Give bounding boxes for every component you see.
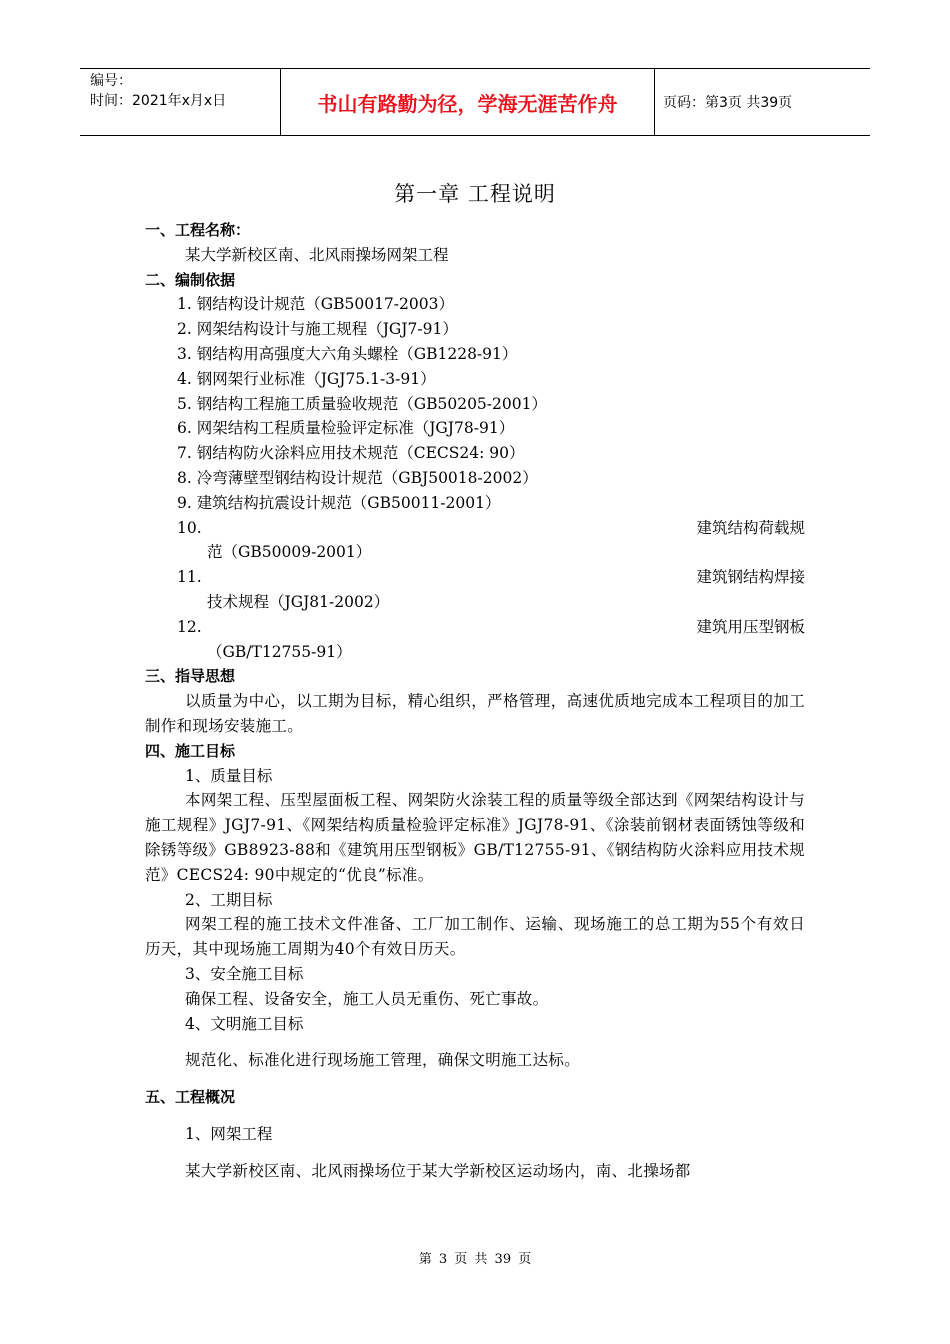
header-motto: 书山有路勤为径，学海无涯苦作舟 bbox=[281, 69, 655, 135]
list-item: 1. 钢结构设计规范（GB50017-2003） bbox=[177, 295, 454, 314]
spacer bbox=[145, 1110, 805, 1122]
subheading: 1、网架工程 bbox=[185, 1124, 273, 1143]
section-heading: 四、施工目标 bbox=[145, 741, 236, 760]
spacer bbox=[145, 1036, 805, 1048]
list-item: 5. 钢结构工程施工质量验收规范（GB50205-2001） bbox=[177, 394, 547, 413]
list-item: 2. 网架结构设计与施工规程（JGJ7-91） bbox=[177, 320, 458, 339]
list-item: 9. 建筑结构抗震设计规范（GB50011-2001） bbox=[177, 493, 501, 512]
section-heading: 五、工程概况 bbox=[145, 1088, 236, 1107]
list-text: 建筑结构荷载规 bbox=[696, 518, 805, 537]
project-name: 某大学新校区南、北风雨操场网架工程 bbox=[185, 245, 449, 264]
list-number: 10. bbox=[177, 518, 202, 537]
list-number: 11. bbox=[177, 568, 202, 587]
paragraph: 网架工程的施工技术文件准备、工厂加工制作、运输、现场施工的总工期为55个有效日历天，其中现场施工周期为40个有效日历天。 bbox=[145, 915, 805, 959]
spacer bbox=[145, 1073, 805, 1085]
subheading: 3、安全施工目标 bbox=[185, 964, 304, 983]
list-item: 4. 钢网架行业标准（JGJ75.1-3-91） bbox=[177, 369, 436, 388]
section-heading: 三、指导思想 bbox=[145, 667, 236, 686]
list-item: 7. 钢结构防火涂料应用技术规范（CECS24: 90） bbox=[177, 444, 525, 463]
page-header bbox=[80, 68, 870, 136]
list-text: 建筑用压型钢板 bbox=[696, 617, 805, 636]
list-item bbox=[145, 516, 805, 541]
list-item: 6. 网架结构工程质量检验评定标准（JGJ78-91） bbox=[177, 419, 515, 438]
list-item: 3. 钢结构用高强度大六角头螺栓（GB1228-91） bbox=[177, 344, 518, 363]
chapter-title: 第一章 工程说明 bbox=[394, 182, 556, 206]
paragraph: 以质量为中心，以工期为目标，精心组织，严格管理，高速优质地完成本工程项目的加工制作和现场安装施工。 bbox=[145, 692, 805, 735]
paragraph: 确保工程、设备安全，施工人员无重伤、死亡事故。 bbox=[185, 989, 549, 1008]
time-label: 时间：2021年x月x日 bbox=[90, 93, 227, 109]
list-item bbox=[145, 615, 805, 640]
list-number: 12. bbox=[177, 617, 202, 636]
section-heading: 二、编制依据 bbox=[145, 270, 236, 289]
list-text-continued: 技术规程（JGJ81-2002） bbox=[207, 592, 390, 611]
section-heading: 一、工程名称： bbox=[145, 221, 251, 239]
header-page-info: 页码：第3页 共39页 bbox=[663, 95, 793, 111]
document-body bbox=[145, 218, 805, 1183]
page-footer: 第 3 页 共 39 页 bbox=[418, 1252, 532, 1267]
spacer bbox=[145, 1147, 805, 1159]
list-text-continued: 范（GB50009-2001） bbox=[207, 543, 372, 562]
subheading: 2、工期目标 bbox=[185, 890, 273, 909]
subheading: 4、文明施工目标 bbox=[185, 1014, 304, 1033]
serial-label: 编号： bbox=[90, 73, 132, 89]
header-meta bbox=[80, 69, 281, 135]
list-item: 8. 冷弯薄壁型钢结构设计规范（GBJ50018-2002） bbox=[177, 468, 538, 487]
list-text: 建筑钢结构焊接 bbox=[696, 568, 805, 587]
paragraph: 规范化、标准化进行现场施工管理，确保文明施工达标。 bbox=[185, 1051, 581, 1070]
subheading: 1、质量目标 bbox=[185, 766, 273, 785]
list-item bbox=[145, 565, 805, 590]
paragraph: 某大学新校区南、北风雨操场位于某大学新校区运动场内，南、北操场都 bbox=[185, 1161, 691, 1180]
paragraph: 本网架工程、压型屋面板工程、网架防火涂装工程的质量等级全部达到《网架结构设计与施工规程》JGJ7-91、《网架结构质量检验评定标准》JGJ78-91、《涂装前钢材表面锈蚀等级和除锈等级》GB8923-88和《建筑用压型钢板》GB/T12755-91、《钢结构防火涂料应用技术规范》CECS24: 90中规定的“优良”标准。 bbox=[145, 791, 805, 884]
list-text-continued: （GB/T12755-91） bbox=[207, 642, 352, 661]
